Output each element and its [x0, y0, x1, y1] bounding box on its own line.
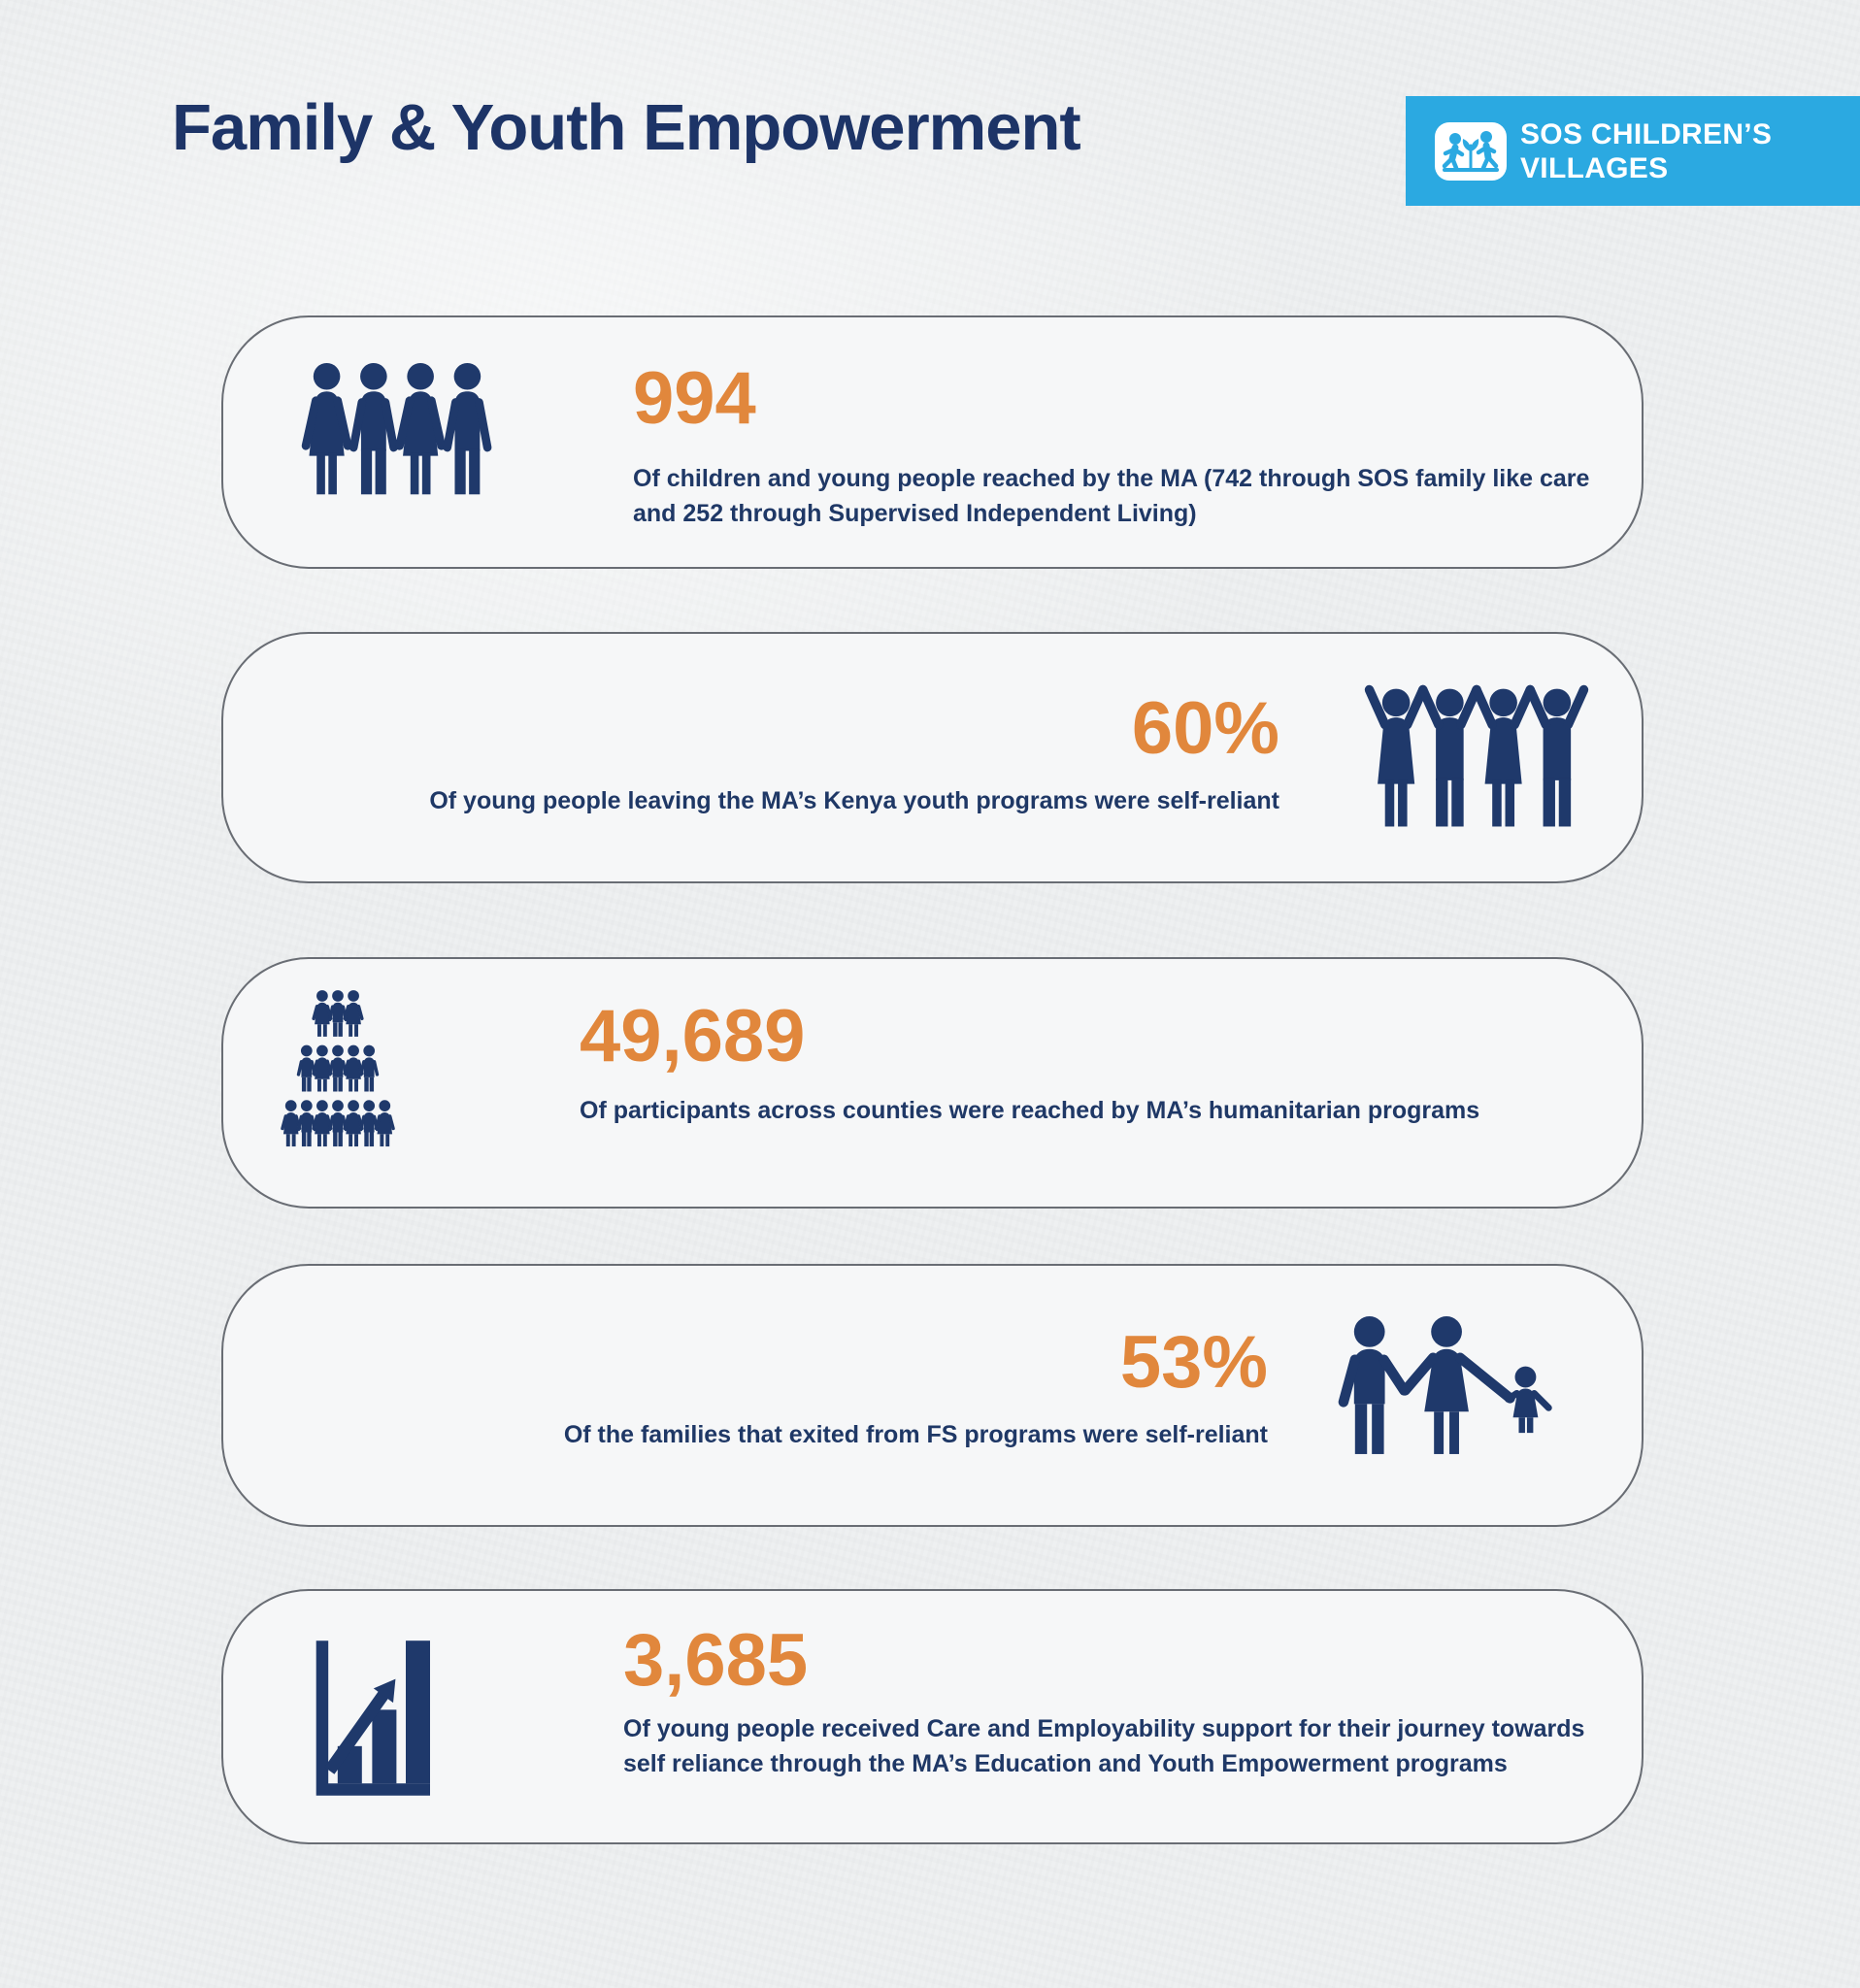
sos-emblem-icon	[1435, 122, 1507, 181]
stat-card-self-reliant-youth	[221, 632, 1644, 883]
four-people-icon	[300, 362, 494, 503]
sos-logo-banner	[1406, 96, 1860, 206]
crowd-pyramid-icon	[280, 990, 396, 1153]
stat-description: Of children and young people reached by the MA (742 through SOS family like care and 252 through Supervised Independent Living)	[633, 465, 1590, 527]
stat-value: 3,685	[623, 1619, 809, 1702]
stat-value: 49,689	[580, 995, 806, 1077]
stat-card-children-reached	[221, 315, 1644, 569]
stat-value: 60%	[1131, 687, 1279, 770]
stat-description: Of young people received Care and Employability support for their journey towards self reliance through the MA’s Education and Youth Empowerment programs	[623, 1715, 1585, 1777]
logo-wordmark	[1520, 117, 1772, 185]
stat-card-humanitarian-participants	[221, 957, 1644, 1209]
growth-chart-icon	[309, 1640, 430, 1796]
stat-value: 994	[633, 357, 756, 440]
people-raised-arms-icon	[1355, 680, 1598, 836]
stat-description: Of the families that exited from FS programs were self-reliant	[563, 1421, 1268, 1448]
stat-description: Of participants across counties were reached by MA’s humanitarian programs	[580, 1097, 1480, 1124]
page-title: Family & Youth Empowerment	[172, 91, 1080, 164]
stat-description: Of young people leaving the MA’s Kenya youth programs were self-reliant	[429, 787, 1279, 814]
stat-value: 53%	[1119, 1321, 1268, 1404]
stat-card-self-reliant-families	[221, 1264, 1644, 1527]
logo-line2: VILLAGES	[1520, 151, 1669, 184]
stat-card-care-employability	[221, 1589, 1644, 1844]
family-icon	[1331, 1315, 1581, 1456]
logo-line1: SOS CHILDREN’S	[1520, 117, 1773, 150]
